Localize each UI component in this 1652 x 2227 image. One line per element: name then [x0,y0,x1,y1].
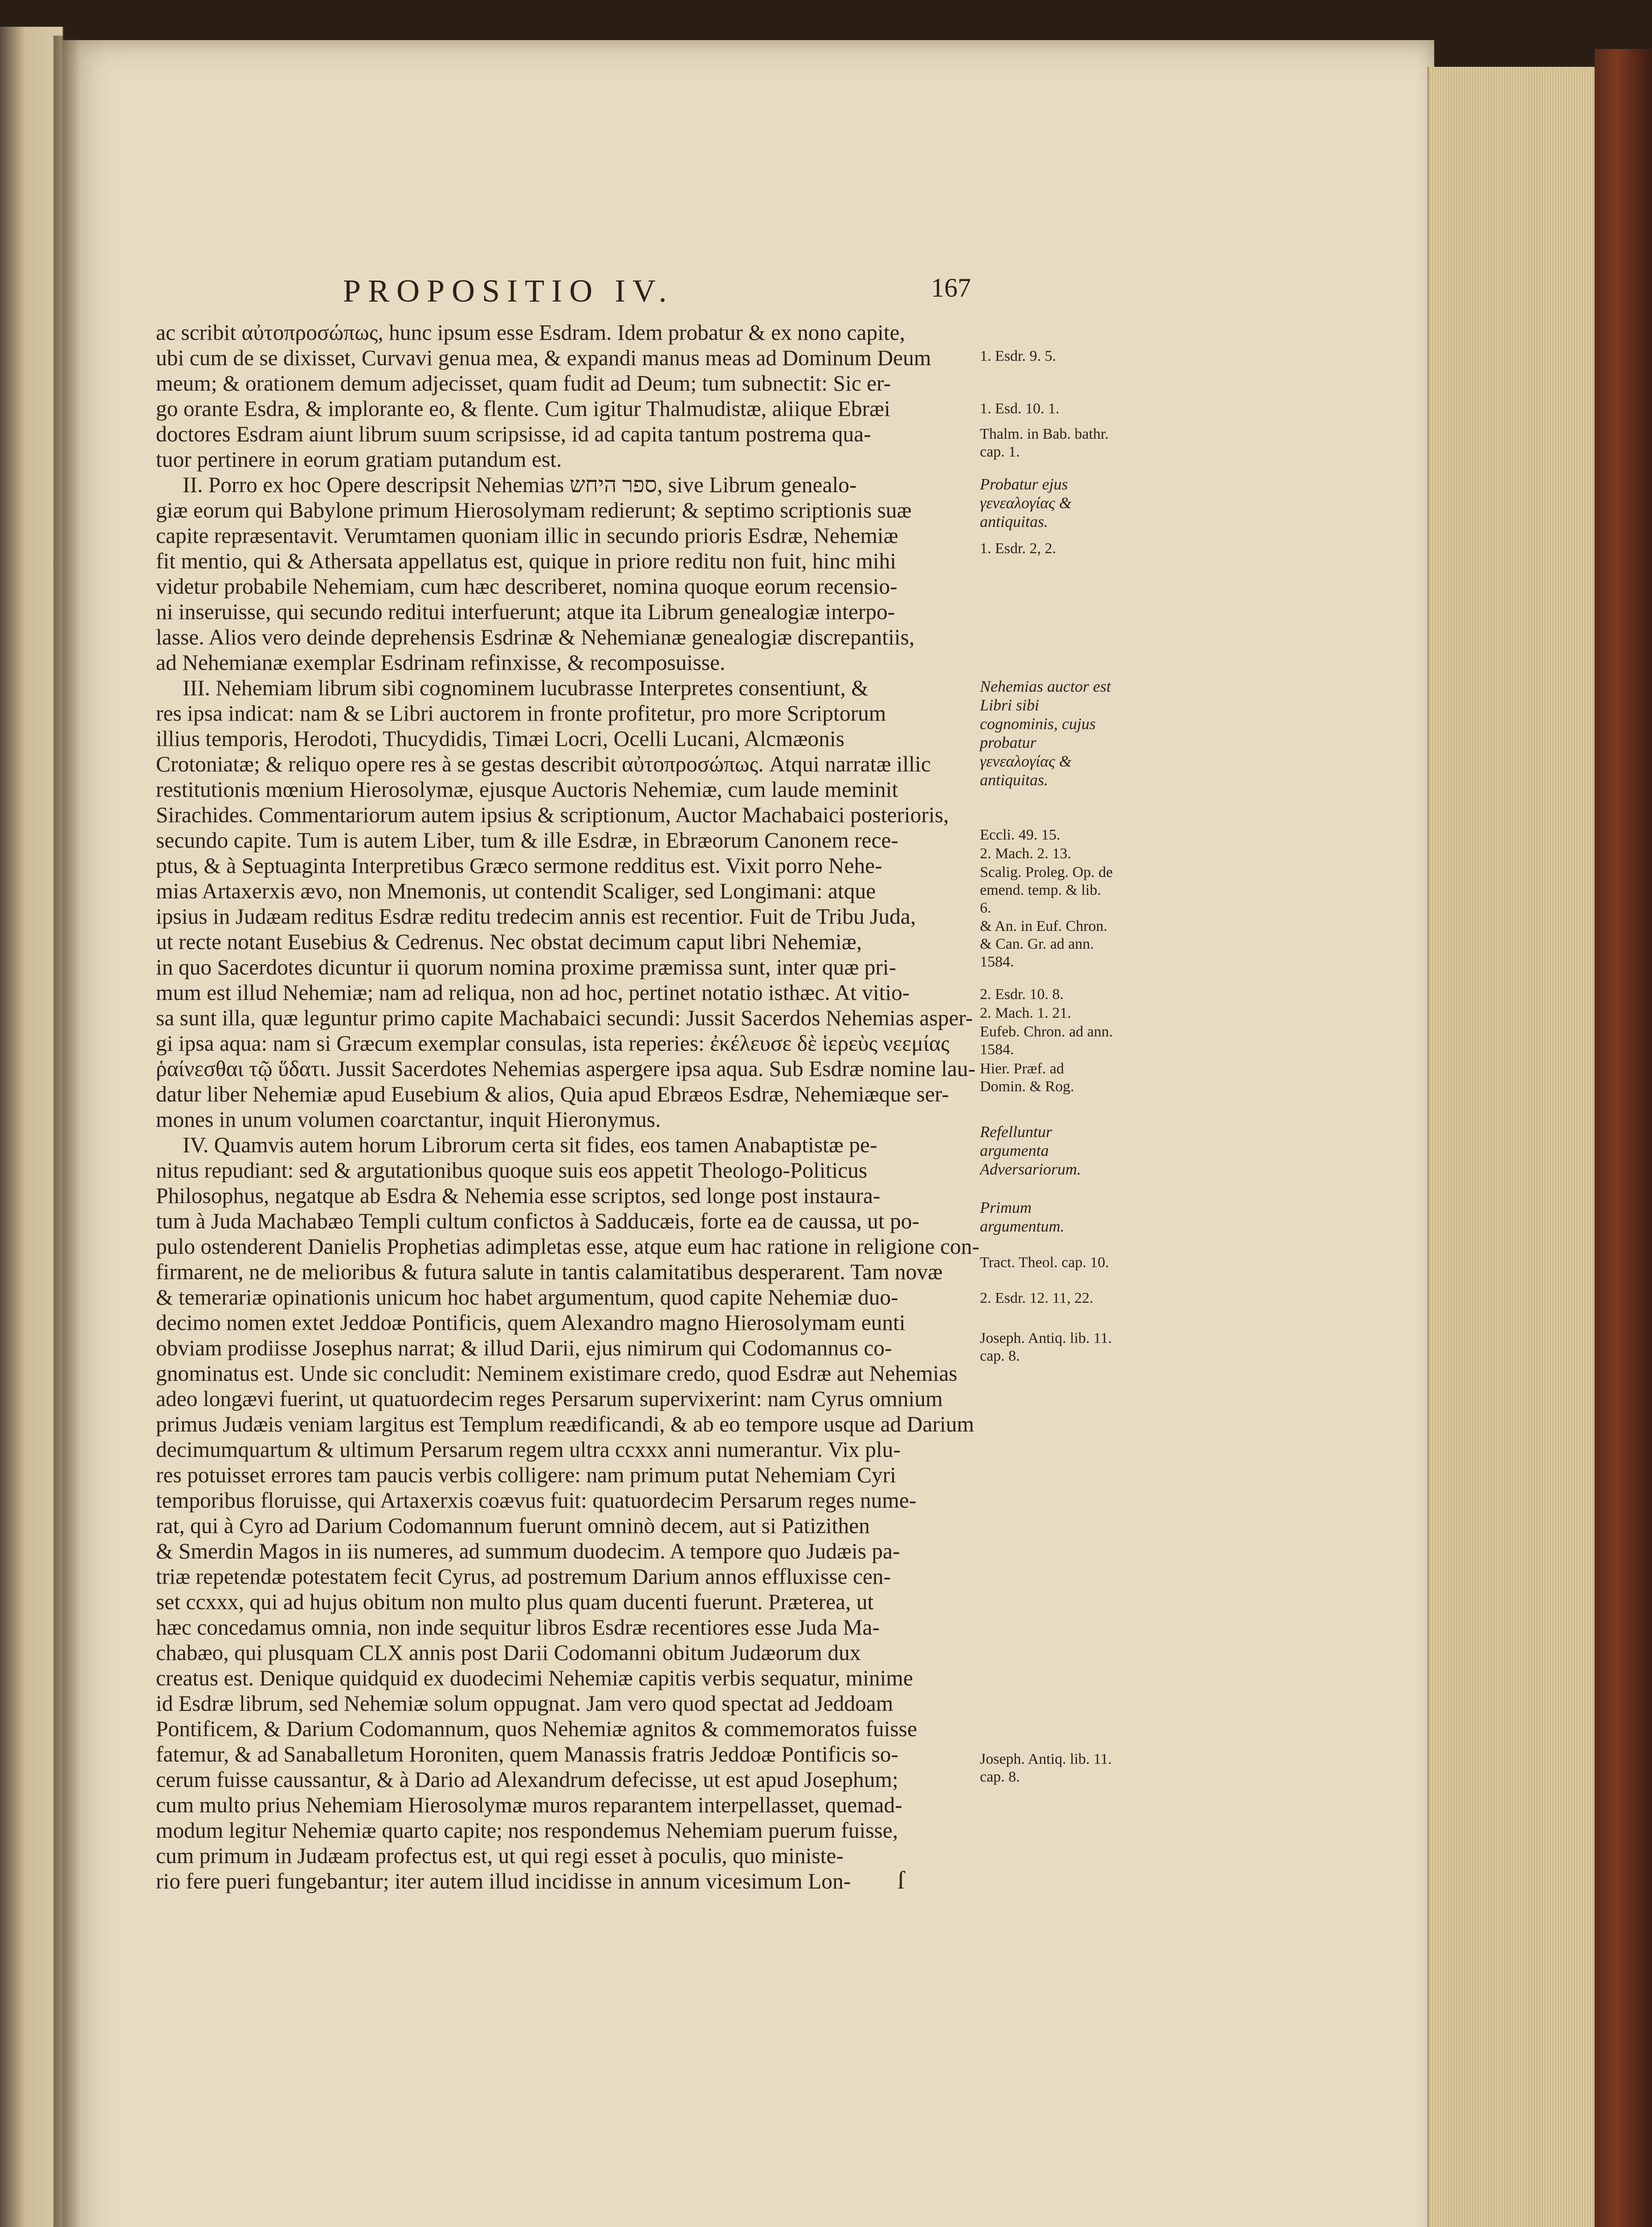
text-line: Philosophus, negatque ab Esdra & Nehemia esse scriptos, sed longe post instaura- [156,1183,881,1208]
page-block-edge [1428,67,1603,2227]
margin-note: Eccli. 49. 15. [980,827,1061,843]
text-line: mones in unum volumen coarctantur, inquit Hieronymus. [156,1107,661,1132]
margin-note: Tract. Theol. cap. 10. [980,1254,1109,1271]
text-line: go orante Esdra, & implorante eo, & flente. Cum igitur Thalmudistæ, aliique Ebræi [156,396,890,421]
margin-note: 1. Esdr. 9. 5. [980,348,1056,364]
text-line: nitus repudiant: sed & argutationibus quoque suis eos appetit Theologo-Politicus [156,1158,868,1183]
section-heading-line: IV. Quamvis autem horum Librorum certa sit fides, eos tamen Anabaptistæ pe- [183,1133,877,1157]
margin-note: Scalig. Proleg. Op. de emend. temp. & lib. 6. [980,864,1113,916]
text-line: datur liber Nehemiæ apud Eusebium & alios, Quia apud Ebræos Esdræ, Nehemiæque ser- [156,1082,949,1106]
text-line: firmarent, ne de melioribus & futura salute in tantis calamitatibus desperarent. Tam novæ [156,1260,943,1284]
text-line: mias Artaxerxis ævo, non Mnemonis, ut contendit Scaliger, sed Longimani: atque [156,879,876,903]
text-line: fatemur, & ad Sanaballetum Horoniten, quem Manassis fratris Jeddoæ Pontificis so- [156,1742,898,1766]
text-line: ut recte notant Eusebius & Cedrenus. Nec obstat decimum caput libri Nehemiæ, [156,930,862,954]
body-text [156,320,989,1894]
margin-note: Nehemias auctor est Libri sibi cognominis, cujus probatur γενεαλογίας & antiquitas. [980,677,1111,789]
text-line: ῥαίνεσθαι τῷ ὕδατι. Jussit Sacerdotes Nehemias aspergere ipsa aqua. Sub Esdræ nomine lau- [156,1056,975,1081]
margin-note: Probatur ejus γενεαλογίας & antiquitas. [980,475,1072,530]
text-line: mum est illud Nehemiæ; nam ad reliqua, non ad hoc, pertinet notatio isthæc. At vitio- [156,980,910,1005]
section-heading-line: II. Porro ex hoc Opere descripsit Nehemias ספר היחש, sive Librum genealo- [183,473,857,497]
text-line: ptus, & à Septuaginta Interpretibus Græco sermone redditus est. Vixit porro Nehe- [156,853,882,878]
text-line: ac scribit αὐτοπροσώπως, hunc ipsum esse Esdram. Idem probatur & ex nono capite, [156,320,905,345]
page-number: 167 [931,273,971,302]
text-line: adeo longævi fuerint, ut quatuordecim reges Persarum supervixerint: nam Cyrus omnium [156,1387,943,1411]
text-line: triæ repetendæ potestatem fecit Cyrus, ad postremum Darium annos effluxisse cen- [156,1564,891,1589]
text-line: gi ipsa aqua: nam si Græcum exemplar consulas, ista reperies: ἐκέλευσε δὲ ἱερεὺς νεεμίας [156,1031,950,1056]
text-line: pulo ostenderent Danielis Prophetias adimpletas esse, atque eum hac ratione in religione con- [156,1234,979,1259]
text-line: Sirachides. Commentariorum autem ipsius & scriptionum, Auctor Machabaici posterioris, [156,803,949,827]
text-line: restitutionis mœnium Hierosolymæ, ejusque Auctoris Nehemiæ, cum laude meminit [156,777,898,802]
text-line: cum multo prius Nehemiam Hierosolymæ muros reparantem interpellasset, quemad- [156,1793,902,1817]
text-line: modum legitur Nehemiæ quarto capite; nos respondemus Nehemiam puerum fuisse, [156,1818,898,1843]
text-line: temporibus floruisse, qui Artaxerxis coævus fuit: quatuordecim Persarum reges nume- [156,1488,917,1513]
running-title: PROPOSITIO IV. [343,273,674,309]
text-line: Pontificem, & Darium Codomannum, quos Nehemiæ agnitos & commemoratos fuisse [156,1717,917,1741]
margin-note: & An. in Euf. Chron. & Can. Gr. ad ann. 1584. [980,918,1108,970]
text-line: doctores Esdram aiunt librum suum scripsisse, id ad capita tantum postrema qua- [156,422,871,446]
text-line: & Smerdin Magos in iis numeres, ad summum duodecim. A tempore quo Judæis pa- [156,1539,900,1563]
margin-note: 1. Esdr. 2, 2. [980,540,1056,557]
text-line: primus Judæis veniam largitus est Templum reædificandi, & ab eo tempore usque ad Darium [156,1412,974,1436]
margin-note: 2. Mach. 1. 21. [980,1005,1071,1021]
text-line: illius temporis, Herodoti, Thucydidis, Timæi Locri, Ocelli Lucani, Alcmæonis [156,726,844,751]
text-line: tum à Juda Machabæo Templi cultum confictos à Sadducæis, forte ea de caussa, ut po- [156,1209,919,1233]
text-line: ni inseruisse, qui secundo reditui interfuerunt; atque ita Librum genealogiæ interpo- [156,600,895,624]
text-line: Crotoniatæ; & reliquo opere res à se gestas describit αὐτοπροσώπως. Atqui narratæ illic [156,752,931,776]
text-line: videtur probabile Nehemiam, cum hæc describeret, nomina quoque eorum recensio- [156,574,897,599]
text-line: tuor pertinere in eorum gratiam putandum est. [156,447,562,472]
section-heading-line: III. Nehemiam librum sibi cognominem lucubrasse Interpretes consentiunt, & [183,676,869,700]
text-line: secundo capite. Tum is autem Liber, tum & ille Esdræ, in Ebræorum Canonem rece- [156,828,898,852]
margin-note: Primum argumentum. [980,1199,1065,1235]
margin-note: 2. Mach. 2. 13. [980,845,1071,862]
margin-note: Thalm. in Bab. bathr. cap. 1. [980,426,1109,460]
text-line: rio fere pueri fungebantur; iter autem illud incidisse in annum vicesimum Lon- [156,1869,851,1893]
catchword: ſ [897,1867,905,1894]
text-line: hæc concedamus omnia, non inde sequitur libros Esdræ recentiores esse Juda Ma- [156,1615,880,1640]
text-line: in quo Sacerdotes dicuntur ii quorum nomina proxime præmissa sunt, inter quæ pri- [156,955,897,979]
text-line: ubi cum de se dixisset, Curvavi genua mea, & expandi manus meas ad Dominum Deum [156,346,931,370]
text-line: fit mentio, qui & Athersata appellatus est, quique in priore reditu non fuit, hinc mihi [156,549,897,573]
margin-note: Eufeb. Chron. ad ann. 1584. [980,1024,1113,1058]
text-line: obviam prodiisse Josephus narrat; & illud Darii, ejus nimirum qui Codomannus co- [156,1336,892,1360]
text-line: ipsius in Judæam reditus Esdræ reditu tredecim annis est recentior. Fuit de Tribu Juda, [156,904,916,929]
margin-note: Joseph. Antiq. lib. 11. cap. 8. [980,1330,1112,1364]
text-line: res ipsa indicat: nam & se Libri auctorem in fronte profitetur, pro more Scriptorum [156,701,886,726]
text-line: res potuisset errores tam paucis verbis colligere: nam primum putat Nehemiam Cyri [156,1463,896,1487]
book-gutter [53,36,80,2227]
text-line: capite repræsentavit. Verumtamen quoniam illic in secundo prioris Esdræ, Nehemiæ [156,523,898,548]
margin-note: 1. Esd. 10. 1. [980,400,1060,417]
text-line: set ccxxx, qui ad hujus obitum non multo plus quam ducenti fuerunt. Præterea, ut [156,1590,874,1614]
text-line: rat, qui à Cyro ad Darium Codomannum fuerunt omninò decem, aut si Patizithen [156,1513,870,1538]
margin-note: Refelluntur argumenta Adversariorum. [980,1123,1081,1178]
text-line: meum; & orationem demum adjecisset, quam fudit ad Deum; tum subnectit: Sic er- [156,371,891,396]
text-line: gnominatus est. Unde sic concludit: Neminem existimare credo, quod Esdræ aut Nehemias [156,1361,958,1386]
margin-note: 2. Esdr. 10. 8. [980,986,1064,1003]
text-line: id Esdræ librum, sed Nehemiæ solum oppugnat. Jam vero quod spectat ad Jeddoam [156,1691,893,1716]
text-line: sa sunt illa, quæ leguntur primo capite Machabaici secundi: Jussit Sacerdos Nehemias asper- [156,1006,973,1030]
text-line: decimumquartum & ultimum Persarum regem ultra ccxxx anni numerantur. Vix plu- [156,1437,901,1462]
text-line: ad Nehemianæ exemplar Esdrinam refinxisse, & recomposuisse. [156,650,726,675]
margin-note: 2. Esdr. 12. 11, 22. [980,1290,1093,1306]
text-line: & temerariæ opinationis unicum hoc habet argumentum, quod capite Nehemiæ duo- [156,1285,898,1309]
book-cover-edge [1595,49,1652,2227]
text-line: chabæo, qui plusquam CLX annis post Darii Codomanni obitum Judæorum dux [156,1640,861,1665]
text-line: cerum fuisse caussantur, & à Dario ad Alexandrum defecisse, ut est apud Josephum; [156,1767,898,1792]
text-line: cum primum in Judæam profectus est, ut qui regi esset à poculis, quo ministe- [156,1844,844,1868]
margin-note: Hier. Præf. ad Domin. & Rog. [980,1060,1074,1095]
text-line: giæ eorum qui Babylone primum Hierosolymam redierunt; & septimo scriptionis suæ [156,498,912,522]
text-line: decimo nomen extet Jeddoæ Pontificis, quem Alexandro magno Hierosolymam eunti [156,1310,906,1335]
text-line: creatus est. Denique quidquid ex duodecimi Nehemiæ capitis verbis sequatur, minime [156,1666,913,1690]
text-line: lasse. Alios vero deinde deprehensis Esdrinæ & Nehemianæ genealogiæ discrepantiis, [156,625,915,649]
margin-note: Joseph. Antiq. lib. 11. cap. 8. [980,1751,1112,1785]
running-header [343,273,1145,313]
